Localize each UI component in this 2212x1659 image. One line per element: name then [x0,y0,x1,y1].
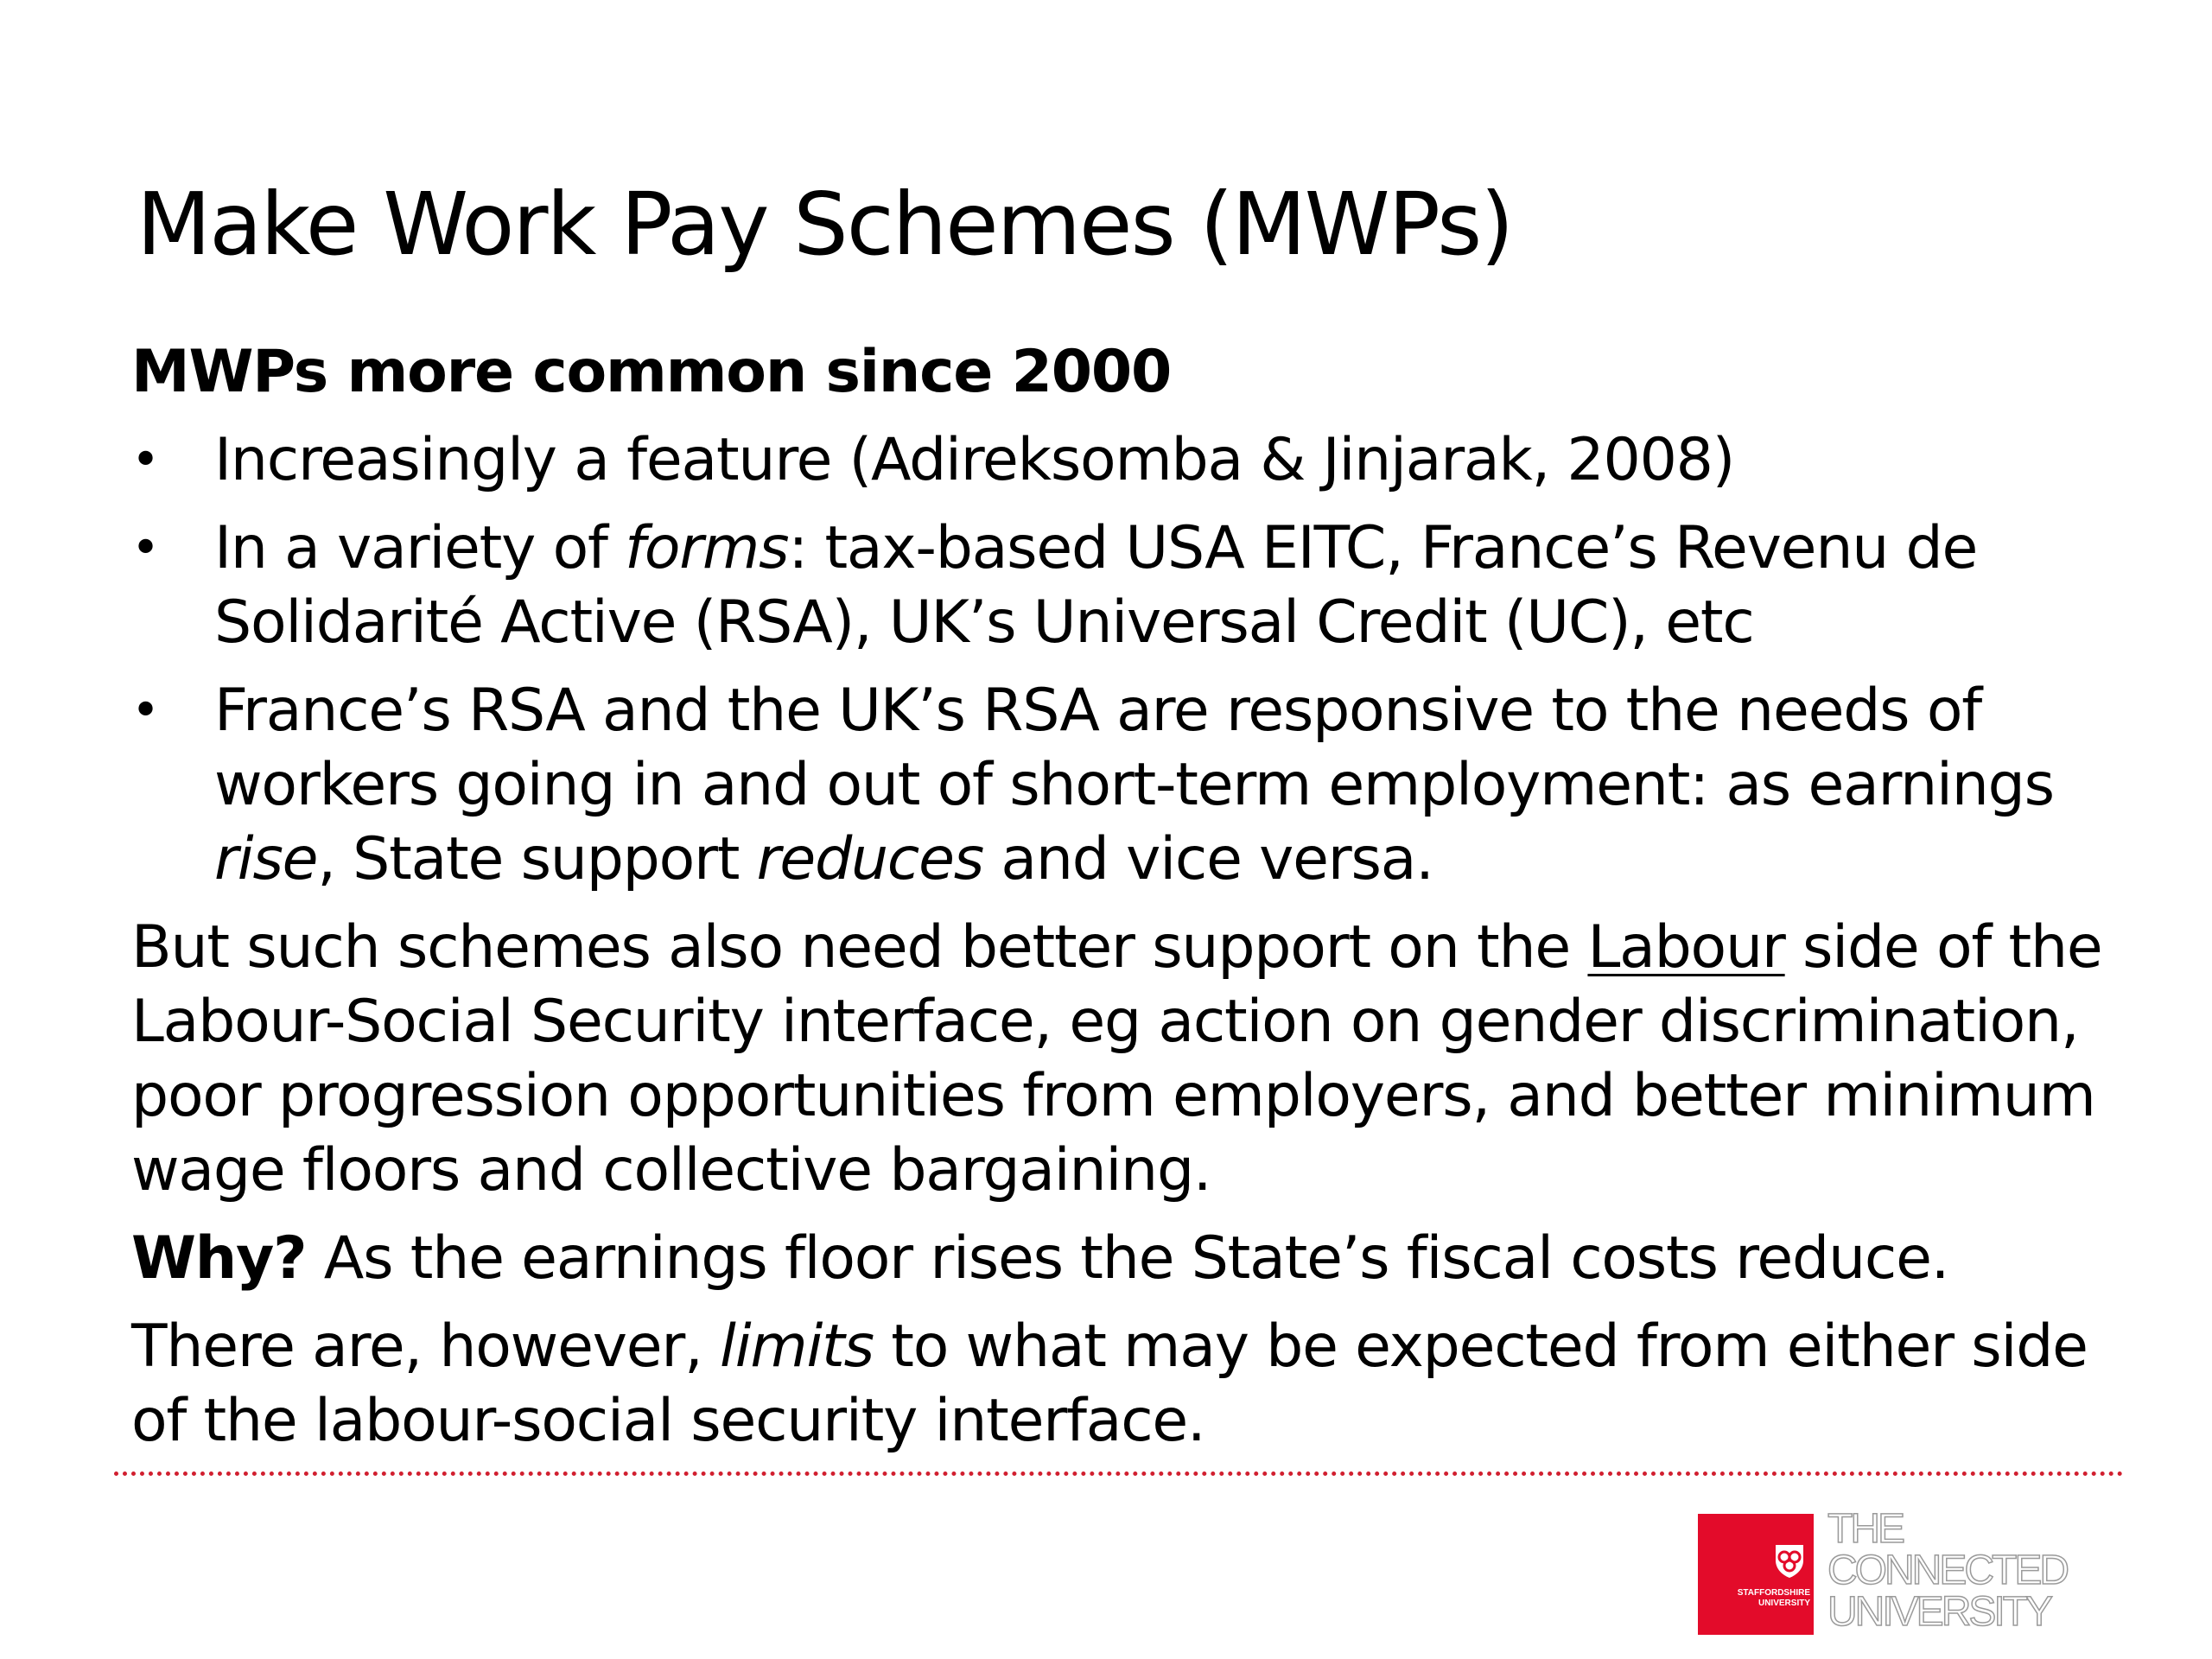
emphasis-text: forms [625,514,789,582]
underlined-text: Labour [1587,913,1785,982]
slide-body [131,335,2119,1459]
emphasis-text: limits [720,1313,874,1381]
university-name: STAFFORDSHIRE UNIVERSITY [1737,1588,1810,1608]
crest-icon [1772,1541,1807,1580]
slide-title: Make Work Pay Schemes (MWPs) [137,174,1513,275]
tagline-line: UNIVERSITY [1827,1589,2051,1635]
bullet-text: , State support [317,825,757,893]
tagline-line: THE [1827,1506,1903,1552]
paragraph-text: There are, however, [131,1313,721,1381]
bullet-icon: • [131,683,159,739]
bullet-list [131,423,2119,897]
bullet-item [131,674,2119,897]
bullet-text: In a variety of [214,514,626,582]
bold-label: Why? [131,1224,307,1293]
bullet-icon: • [131,520,159,576]
paragraph-text: to what may be expected from either side of the labour-social security interface. [131,1313,2088,1455]
bullet-text: France’s RSA and the UK’s RSA are responsive to the needs of workers going in and out of short-term employment: as earnings [214,677,2054,819]
bullet-icon: • [131,432,159,488]
bullet-item [131,512,2119,660]
paragraph-text: But such schemes also need better support on the [131,913,1588,982]
section-heading: MWPs more common since 2000 [131,338,1172,406]
logo-tagline [1827,1506,2121,1635]
labour-paragraph [131,911,2119,1208]
logo-mark [1698,1514,1814,1635]
university-logo [1698,1506,2117,1643]
bullet-text: and vice versa. [982,825,1433,893]
bullet-text: : tax-based USA EITC, France’s Revenu de Solidarité Active (RSA), UK’s Universal Credit (UC), etc [214,514,1978,657]
emphasis-text: reduces [756,825,983,893]
tagline-line: CONNECTED [1827,1548,2068,1593]
footer-divider [114,1471,2124,1476]
bullet-text: Increasingly a feature (Adireksomba & Jinjarak, 2008) [214,426,1735,494]
why-paragraph [131,1222,2119,1296]
bullet-item [131,423,2119,498]
emphasis-text: rise [214,825,318,893]
paragraph-text: side of the Labour-Social Security interface, eg action on gender discrimination, poor progression opportunities from employers, and better minimum wage floors and collective bargaining. [131,913,2102,1205]
limits-paragraph [131,1310,2119,1459]
paragraph-text: As the earnings floor rises the State’s fiscal costs reduce. [306,1224,1949,1293]
